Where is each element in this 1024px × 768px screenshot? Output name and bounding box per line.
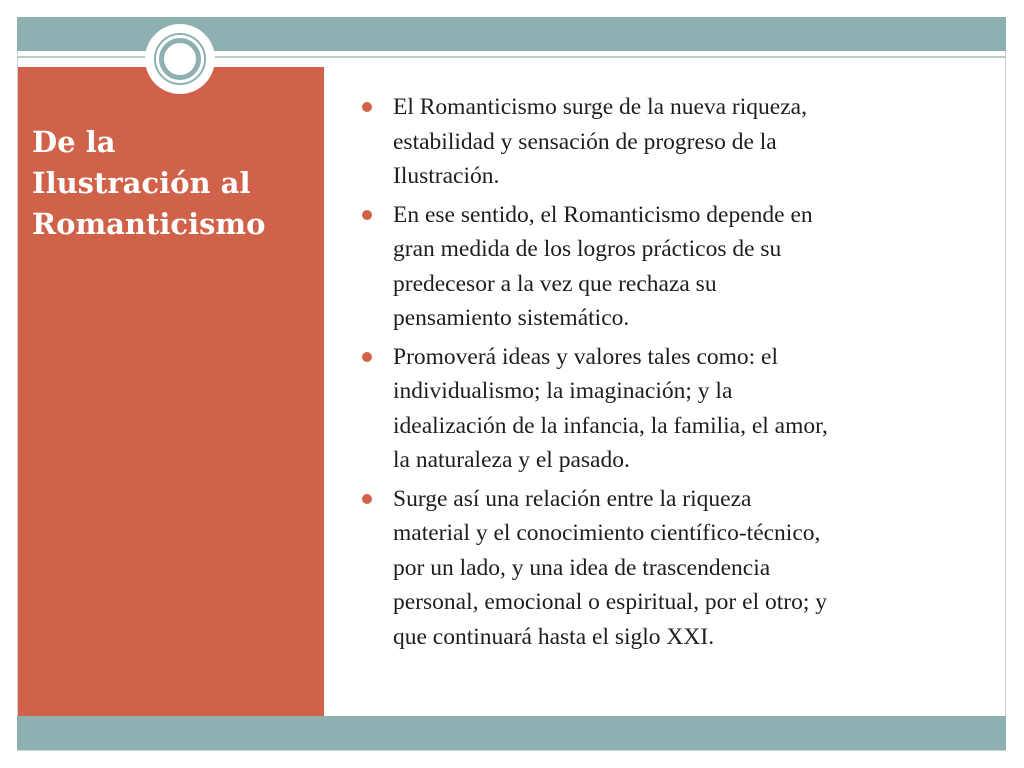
bullet-text-line: Ilustración. [393, 163, 500, 189]
slide-title-line: De la [32, 125, 116, 159]
bullet-dot-icon [362, 494, 372, 504]
bullet-text-line: individualismo; la imaginación; y la [393, 378, 733, 404]
bullet-text-line: que continuará hasta el siglo XXI. [393, 623, 715, 650]
bullet-text-line: por un lado, y una idea de trascendencia [393, 554, 771, 581]
bullet-item [360, 90, 990, 194]
bullet-item [360, 340, 990, 478]
bullet-text-line: En ese sentido, el Romanticismo depende en [393, 201, 813, 228]
bullet-text-line: estabilidad y sensación de progreso de la [393, 128, 777, 155]
bullet-dot-icon [362, 352, 372, 362]
bullet-text-line: gran medida de los logros prácticos de su [393, 236, 782, 262]
bullet-text-line: la naturaleza y el pasado. [393, 447, 630, 473]
bullet-text-line: personal, emocional o espiritual, por el otro; y [393, 589, 827, 615]
slide-title [32, 122, 312, 245]
bullet-dot-icon [362, 210, 372, 220]
slide-title-line: Ilustración al [32, 166, 251, 200]
badge-ring-inner [159, 38, 201, 80]
slide-title-line: Romanticismo [32, 207, 266, 241]
bullet-text-line: El Romanticismo surge de la nueva riqueza, [393, 94, 807, 120]
bullet-text-line: Surge así una relación entre la riqueza [393, 485, 752, 512]
bullet-item [360, 482, 990, 655]
bullet-dot-icon [362, 102, 372, 112]
bullet-text-line: pensamiento sistemático. [393, 305, 630, 331]
bullet-text-line: Promoverá ideas y valores tales como: el [393, 343, 779, 370]
bullet-text-line: material y el conocimiento científico-técnico, [393, 520, 821, 546]
bullet-item [360, 198, 990, 336]
bullet-text-line: predecesor a la vez que rechaza su [393, 270, 717, 297]
bullet-list [360, 90, 990, 658]
bottom-band [17, 716, 1006, 750]
bullet-text-line: idealización de la infancia, la familia, el amor, [393, 412, 828, 439]
